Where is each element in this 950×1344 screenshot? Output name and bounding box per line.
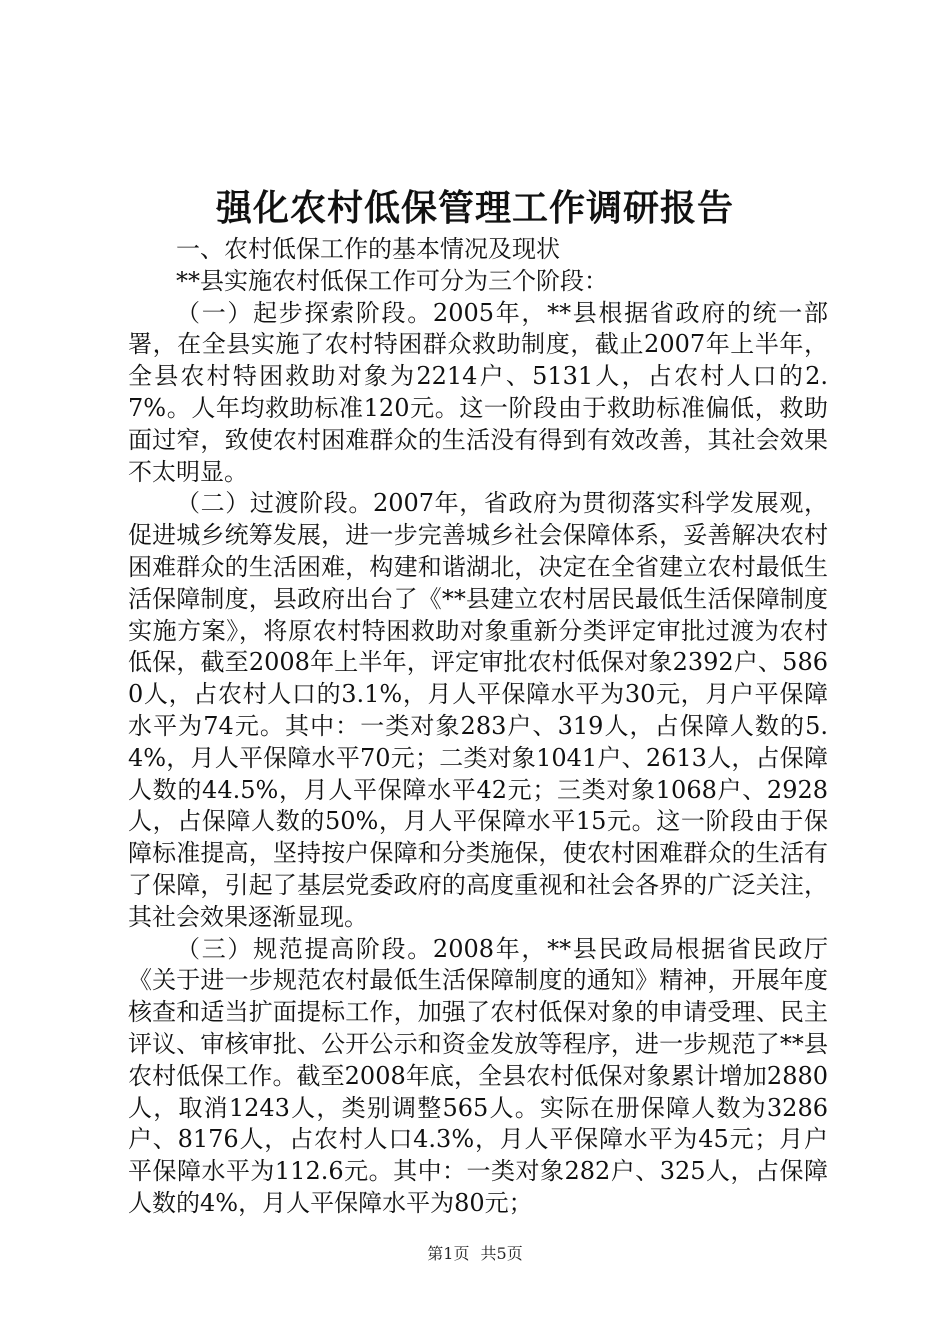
paragraph-stage-2: （二）过渡阶段。2007年，省政府为贯彻落实科学发展观，促进城乡统筹发展，进一步完善城乡社会保障体系，妥善解决农村困难群众的生活困难，构建和谐湖北，决定在全省建立农村最低生活保障制度，县政府出台了《**县建立农村居民最低生活保障制度实施方案》，将原农村特困救助对象重新分类评定审批过渡为农村低保，截至2008年上半年，评定审批农村低保对象2392户、5860人，占农村人口的3.1%，月人平保障水平为30元，月户平保障水平为74元。其中：一类对象283户、319人，占保障人数的5.4%，月人平保障水平70元；二类对象1041户、2613人，占保障人数的44.5%，月人平保障水平42元；三类对象1068户、2928人，占保障人数的50%，月人平保障水平15元。这一阶段由于保障标准提高，坚持按户保障和分类施保，使农村困难群众的生活有了保障，引起了基层党委政府的高度重视和社会各界的广泛关注，其社会效果逐渐显现。: [128, 489, 828, 931]
paragraph-stage-3: （三）规范提高阶段。2008年，**县民政局根据省民政厅《关于进一步规范农村最低生活保障制度的通知》精神，开展年度核查和适当扩面提标工作，加强了农村低保对象的申请受理、民主评议、审核审批、公开公示和资金发放等程序，进一步规范了**县农村低保工作。截至2008年底，全县农村低保对象累计增加2880人，取消1243人，类别调整565人。实际在册保障人数为3286户、8176人，占农村人口4.3%，月人平保障水平为45元；月户平保障水平为112.6元。其中：一类对象282户、325人，占保障人数的4%，月人平保障水平为80元；: [128, 934, 828, 1217]
paragraph-stage-1: （一）起步探索阶段。2005年，**县根据省政府的统一部署，在全县实施了农村特困群众救助制度，截止2007年上半年，全县农村特困救助对象为2214户、5131人，占农村人口的2.7%。人年均救助标准120元。这一阶段由于救助标准偏低，救助面过窄，致使农村困难群众的生活没有得到有效改善，其社会效果不太明显。: [128, 298, 828, 486]
intro-paragraph: **县实施农村低保工作可分为三个阶段：: [176, 266, 608, 295]
document-title: 强化农村低保管理工作调研报告: [215, 187, 734, 229]
section-heading: 一、农村低保工作的基本情况及现状: [176, 235, 560, 263]
page-number: 第1页: [427, 1244, 470, 1263]
document-body: [128, 234, 828, 1220]
page-footer: [0, 1242, 950, 1266]
page-total: 共5页: [480, 1244, 523, 1263]
